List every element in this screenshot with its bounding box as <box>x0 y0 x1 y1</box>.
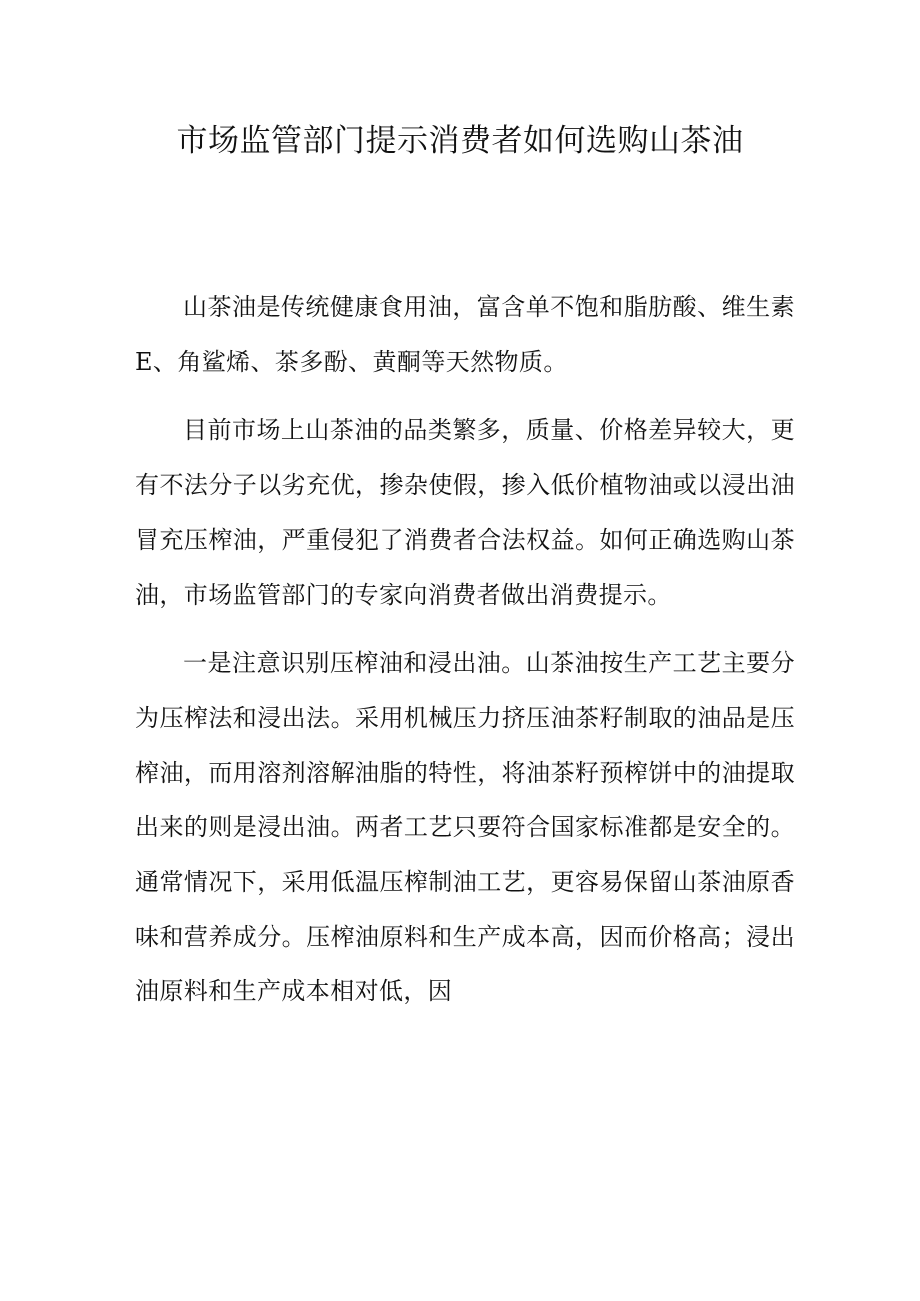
paragraph-tip-one: 一是注意识别压榨油和浸出油。山茶油按生产工艺主要分为压榨法和浸出法。采用机械压力挤压油茶籽制取的油品是压榨油，而用溶剂溶解油脂的特性，将油茶籽预榨饼中的油提取出来的则是浸出油。两者工艺只要符合国家标准都是安全的。通常情况下，采用低温压榨制油工艺，更容易保留山茶油原香味和营养成分。压榨油原料和生产成本高，因而价格高；浸出油原料和生产成本相对低，因 <box>135 649 795 1006</box>
document-title: 市场监管部门提示消费者如何选购山茶油 <box>176 123 744 159</box>
paragraph-intro: 山茶油是传统健康食用油，富含单不饱和脂肪酸、维生素 E、角鲨烯、茶多酚、黄酮等天然物质。 <box>135 293 795 376</box>
paragraph-market-status: 目前市场上山茶油的品类繁多，质量、价格差异较大，更有不法分子以劣充优，掺杂使假，掺入低价植物油或以浸出油冒充压榨油，严重侵犯了消费者合法权益。如何正确选购山茶油，市场监管部门的专家向消费者做出消费提示。 <box>135 416 795 609</box>
document-body <box>135 280 795 1021</box>
